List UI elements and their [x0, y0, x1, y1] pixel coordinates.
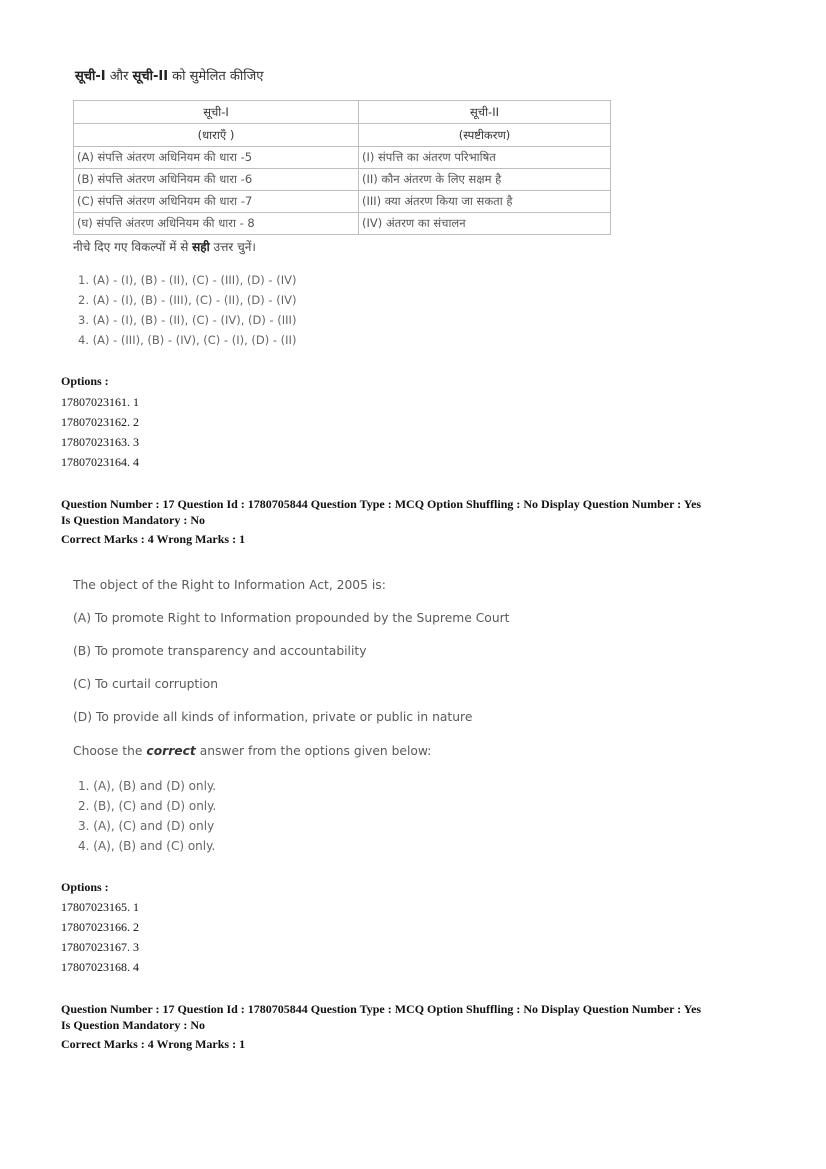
option-id: 17807023165. 1	[61, 900, 139, 914]
q2-instruction	[73, 744, 431, 758]
table-row	[74, 147, 611, 169]
meta-line: Question Number : 17 Question Id : 1780705844 Question Type : MCQ Option Shuffling : No Display Question Number : Yes	[61, 1002, 702, 1016]
option-id: 17807023161. 1	[61, 395, 139, 409]
table-header-cell: (धाराएँ )	[74, 124, 359, 147]
choice-item: 1. (A) - (I), (B) - (II), (C) - (III), (D) - (IV)	[78, 273, 297, 287]
table-cell: (II) कौन अंतरण के लिए सक्षम है	[359, 169, 611, 191]
choice-item: 3. (A) - (I), (B) - (II), (C) - (IV), (D) - (III)	[78, 313, 297, 327]
q2-statement-a: (A) To promote Right to Information propounded by the Supreme Court	[73, 611, 510, 625]
instruction-text: नीचे दिए गए विकल्पों में से	[73, 240, 193, 254]
option-id: 17807023162. 2	[61, 415, 139, 429]
instruction-emphasis: correct	[146, 744, 196, 758]
q2-option-ids	[61, 897, 139, 977]
table-header-cell: सूची-I	[74, 101, 359, 124]
option-id: 17807023167. 3	[61, 940, 139, 954]
q2-stem: The object of the Right to Information Act, 2005 is:	[73, 578, 386, 592]
option-id: 17807023166. 2	[61, 920, 139, 934]
choice-item: 1. (A), (B) and (D) only.	[78, 779, 217, 793]
meta-line: Correct Marks : 4 Wrong Marks : 1	[61, 532, 246, 546]
heading-instruction: को सुमेलित कीजिए	[168, 69, 264, 84]
question-meta	[61, 1001, 791, 1052]
meta-line: Question Number : 17 Question Id : 1780705844 Question Type : MCQ Option Shuffling : No Display Question Number : Yes	[61, 497, 702, 511]
q2-statement-c: (C) To curtail corruption	[73, 677, 218, 691]
q1-heading	[75, 66, 264, 84]
choice-item: 4. (A), (B) and (C) only.	[78, 839, 216, 853]
list-ii-label: सूची-II	[132, 69, 169, 84]
q1-instruction	[73, 238, 256, 255]
heading-connector: और	[105, 69, 133, 84]
table-cell: (घ) संपत्ति अंतरण अधिनियम की धारा - 8	[74, 213, 359, 235]
table-header-row	[74, 101, 611, 124]
table-cell: (IV) अंतरण का संचालन	[359, 213, 611, 235]
option-id: 17807023163. 3	[61, 435, 139, 449]
instruction-text-end: answer from the options given below:	[195, 744, 432, 758]
choice-item: 2. (A) - (I), (B) - (III), (C) - (II), (D) - (IV)	[78, 293, 297, 307]
table-header-cell: सूची-II	[359, 101, 611, 124]
table-header-cell: (स्पष्टीकरण)	[359, 124, 611, 147]
q2-statement-b: (B) To promote transparency and accountability	[73, 644, 367, 658]
table-cell: (I) संपत्ति का अंतरण परिभाषित	[359, 147, 611, 169]
option-id: 17807023168. 4	[61, 960, 139, 974]
instruction-text-end: उत्तर चुनें।	[209, 240, 256, 254]
q2-statement-d: (D) To provide all kinds of information, private or public in nature	[73, 710, 473, 724]
list-i-label: सूची-I	[75, 69, 106, 84]
table-cell: (III) क्या अंतरण किया जा सकता है	[359, 191, 611, 213]
table-cell: (C) संपत्ति अंतरण अधिनियम की धारा -7	[74, 191, 359, 213]
q1-option-ids	[61, 392, 139, 472]
instruction-text: Choose the	[73, 744, 147, 758]
choice-item: 4. (A) - (III), (B) - (IV), (C) - (I), (D) - (II)	[78, 333, 297, 347]
table-row	[74, 191, 611, 213]
match-table	[73, 100, 611, 235]
q2-choices	[78, 776, 216, 856]
table-header-row	[74, 124, 611, 147]
option-id: 17807023164. 4	[61, 455, 139, 469]
table-cell: (A) संपत्ति अंतरण अधिनियम की धारा -5	[74, 147, 359, 169]
question-meta	[61, 496, 791, 547]
instruction-emphasis: सही	[192, 240, 210, 254]
meta-line: Is Question Mandatory : No	[61, 513, 206, 527]
table-cell: (B) संपत्ति अंतरण अधिनियम की धारा -6	[74, 169, 359, 191]
choice-item: 2. (B), (C) and (D) only.	[78, 799, 217, 813]
meta-line: Is Question Mandatory : No	[61, 1018, 206, 1032]
options-label: Options :	[61, 880, 109, 894]
table-row	[74, 213, 611, 235]
q1-choices	[78, 270, 296, 350]
table-row	[74, 169, 611, 191]
choice-item: 3. (A), (C) and (D) only	[78, 819, 215, 833]
options-label: Options :	[61, 374, 109, 388]
meta-line: Correct Marks : 4 Wrong Marks : 1	[61, 1037, 246, 1051]
